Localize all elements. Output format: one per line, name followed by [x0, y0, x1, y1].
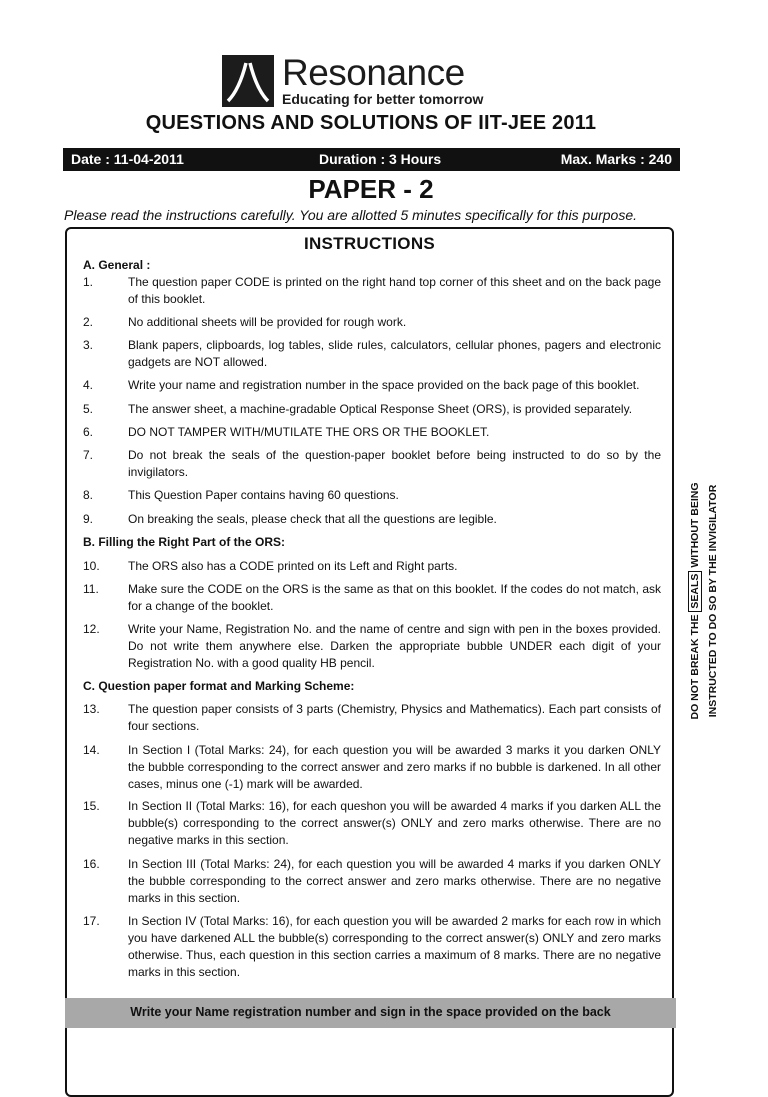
bottom-instruction-bar: Write your Name registration number and sign in the space provided on the back	[65, 998, 676, 1028]
item-text: No additional sheets will be provided for rough work.	[128, 315, 407, 329]
item-text: Write your name and registration number in the space provided on the back page of this booklet.	[128, 378, 640, 392]
item-text: The answer sheet, a machine-gradable Optical Response Sheet (ORS), is provided separately.	[128, 402, 633, 416]
item-number: 9.	[83, 512, 94, 526]
side-note-line-1	[686, 466, 704, 736]
item-number: 16.	[83, 857, 100, 871]
item-text: This Question Paper contains having 60 questions.	[128, 488, 399, 502]
item-text: Blank papers, clipboards, log tables, slide rules, calculators, cellular phones, pagers and electronic gadgets are NOT allowed.	[128, 338, 661, 369]
item-number: 7.	[83, 448, 94, 462]
exam-info-bar	[63, 148, 680, 171]
item-number: 1.	[83, 275, 94, 289]
logo-text	[282, 52, 484, 107]
side-note-suffix: WITHOUT BEING	[689, 482, 701, 568]
item-number: 6.	[83, 425, 94, 439]
section-heading-general: A. General :	[83, 258, 151, 272]
exam-duration: Duration : 3 Hours	[319, 151, 442, 167]
item-number: 14.	[83, 743, 100, 757]
item-text: In Section IV (Total Marks: 16), for each question you will be awarded 2 marks for each row in which you have darkened ALL the bubble(s) corresponding to the correct answer(s) ONLY and zero marks otherwise. Thus, each question in this section carries a maximum of 8 marks. There are no negative marks in this section.	[128, 914, 661, 979]
item-text: The question paper CODE is printed on the right hand top corner of this sheet and on the back page of this booklet.	[128, 275, 661, 306]
brand-tagline: Educating for better tomorrow	[282, 91, 484, 107]
seal-warning-side-note	[686, 466, 722, 736]
item-text: In Section III (Total Marks: 24), for each question you will be awarded 4 marks if you darken ONLY the bubble corresponding to the correct answer and zero marks otherwise. There are no negative marks in this section.	[128, 857, 661, 905]
item-number: 3.	[83, 338, 94, 352]
item-text: Do not break the seals of the question-paper booklet before being instructed to do so by the invigilators.	[128, 448, 661, 479]
item-text: In Section I (Total Marks: 24), for each question you will be awarded 3 marks it you darken ONLY the bubble corresponding to the correct answer and zero marks if no bubble is darkened. In all other cases, minus one (-1) mark will be awarded.	[128, 743, 661, 791]
item-text: The question paper consists of 3 parts (Chemistry, Physics and Mathematics). Each part consists of four sections.	[128, 702, 661, 733]
item-text: In Section II (Total Marks: 16), for each queshon you will be awarded 4 marks if you darken ALL the bubble(s) corresponding to the correct answer(s) ONLY and zero marks otherwise. There are no negative marks in this section.	[128, 799, 661, 847]
instructions-box	[65, 227, 674, 1097]
item-number: 2.	[83, 315, 94, 329]
item-text: On breaking the seals, please check that all the questions are legible.	[128, 512, 497, 526]
document-title: QUESTIONS AND SOLUTIONS OF IIT-JEE 2011	[145, 112, 597, 134]
section-heading-marking-scheme: C. Question paper format and Marking Scheme:	[83, 679, 355, 693]
item-text: Write your Name, Registration No. and the name of centre and sign with pen in the boxes provided. Do not write them anywhere else. Darken the appropriate bubble UNDER each digit of your Registration No. with a good quality HB pencil.	[128, 622, 661, 670]
resonance-logo-icon	[222, 55, 274, 107]
instruction-note: Please read the instructions carefully. You are allotted 5 minutes specifically for this purpose.	[64, 207, 638, 223]
item-number: 13.	[83, 702, 100, 716]
item-number: 17.	[83, 914, 100, 928]
item-number: 10.	[83, 559, 100, 573]
side-note-prefix: DO NOT BREAK THE	[689, 614, 701, 720]
item-text: The ORS also has a CODE printed on its Left and Right parts.	[128, 559, 458, 573]
resonance-logo	[222, 52, 484, 107]
item-text: Make sure the CODE on the ORS is the same as that on this booklet. If the codes do not match, ask for a change of the booklet.	[128, 582, 661, 613]
instructions-title: INSTRUCTIONS	[303, 234, 436, 253]
side-note-line-2: INSTRUCTED TO DO SO BY THE INVIGILATOR	[707, 484, 719, 718]
exam-max-marks: Max. Marks : 240	[560, 151, 672, 167]
item-number: 8.	[83, 488, 94, 502]
item-number: 15.	[83, 799, 100, 813]
seals-boxed-word: SEALS	[688, 571, 702, 612]
exam-date: Date : 11-04-2011	[71, 151, 184, 167]
item-number: 4.	[83, 378, 94, 392]
item-number: 5.	[83, 402, 94, 416]
item-text: DO NOT TAMPER WITH/MUTILATE THE ORS OR THE BOOKLET.	[128, 425, 490, 439]
item-number: 11.	[83, 582, 99, 596]
item-number: 12.	[83, 622, 100, 636]
section-heading-ors: B. Filling the Right Part of the ORS:	[83, 535, 285, 549]
paper-title: PAPER - 2	[308, 174, 434, 204]
brand-name: Resonance	[282, 52, 465, 93]
